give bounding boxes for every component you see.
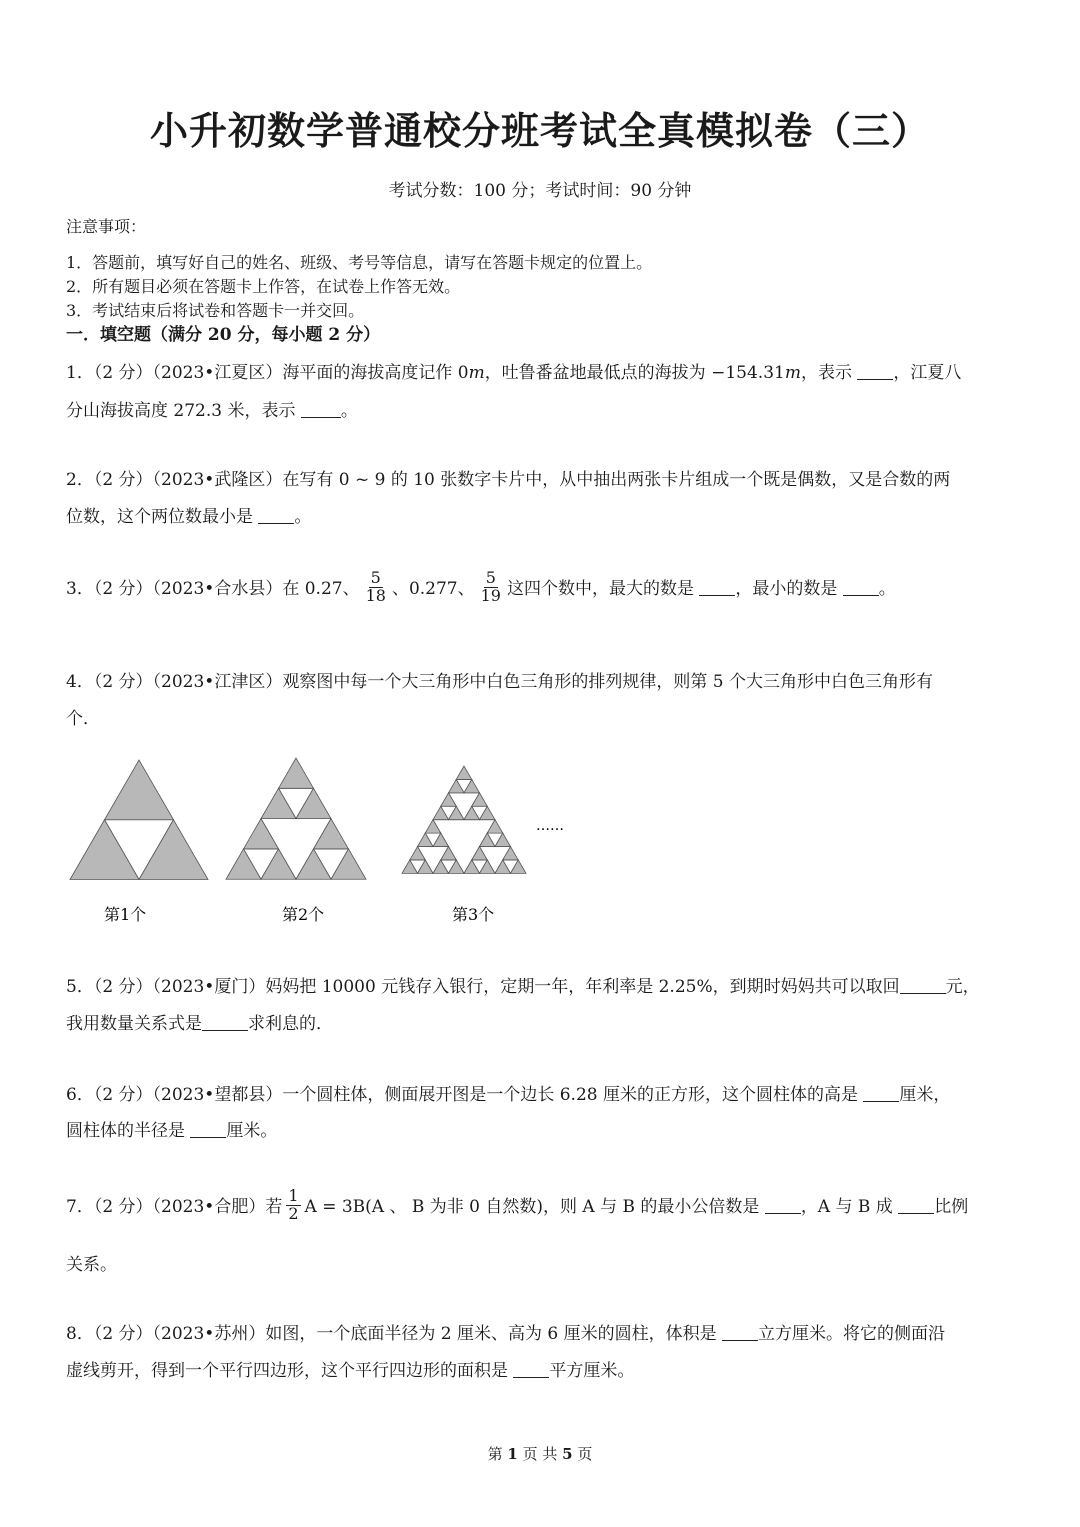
triangle-pattern-figure (66, 740, 586, 930)
gray-triangle (105, 760, 174, 820)
question-2-line-1: 2．（2 分）（2023•武隆区）在写有 0 ~ 9 的 10 张数字卡片中，从中抽出两张卡片组成一个既是偶数，又是合数的两 (66, 470, 951, 490)
notice-heading: 注意事项： (66, 217, 147, 236)
question-4-line-1: 4．（2 分）（2023•江津区）观察图中每一个大三角形中白色三角形的排列规律，则第 5 个大三角形中白色三角形有 (66, 672, 933, 692)
answer-blank[interactable] (898, 1196, 934, 1214)
answer-blank[interactable] (843, 578, 879, 596)
exam-info: 考试分数：100 分；考试时间：90 分钟 (388, 181, 692, 201)
gray-triangle (456, 766, 472, 779)
question-1-line-2: 分山海拔高度 272.3 米，表示 。 (66, 401, 358, 421)
answer-blank[interactable] (202, 1013, 248, 1031)
question-5-line-2: 我用数量关系式是 求利息的． (66, 1014, 333, 1034)
question-1-line-1: 1．（2 分）（2023•江夏区）海平面的海拔高度记作 0m，吐鲁番盆地最低点的海拔为 −154.31m，表示 ，江夏八 (66, 363, 962, 383)
section-heading: 一．填空题（满分 20 分，每小题 2 分） (66, 325, 381, 345)
notice-item-1: 1．答题前，填写好自己的姓名、班级、考号等信息，请写在答题卡规定的位置上。 (66, 253, 653, 272)
question-8-line-2: 虚线剪开，得到一个平行四边形，这个平行四边形的面积是 平方厘米。 (66, 1361, 635, 1381)
question-8-line-1: 8．（2 分）（2023•苏州）如图，一个底面半径为 2 厘米、高为 6 厘米的圆柱，体积是 立方厘米。将它的侧面沿 (66, 1324, 945, 1344)
answer-blank[interactable] (863, 1084, 899, 1102)
answer-blank[interactable] (513, 1360, 549, 1378)
answer-blank[interactable] (699, 578, 735, 596)
answer-blank[interactable] (258, 506, 294, 524)
answer-blank[interactable] (190, 1120, 226, 1138)
fraction-5-19: $\frac{5}{19}$ (480, 568, 501, 605)
question-4-line-2: 个． (66, 709, 100, 729)
fraction-1-2: $\frac{1}{2}$ (288, 1186, 299, 1223)
notice-item-2: 2．所有题目必须在答题卡上作答，在试卷上作答无效。 (66, 277, 461, 296)
notice-item-3: 3．考试结束后将试卷和答题卡一并交回。 (66, 301, 365, 320)
question-7-line-1: 7．（2 分）（2023•合肥）若 $\frac{1}{2}$ A = 3B(A 、 B 为非 0 自然数)，则 A 与 B 的最小公倍数是 ，A 与 B 成 比例 (66, 1186, 969, 1223)
page-title: 小升初数学普通校分班考试全真模拟卷（三） (149, 109, 930, 153)
fraction-5-18: $\frac{5}{18}$ (365, 568, 386, 605)
triangle-figure-1 (70, 760, 208, 880)
question-6-line-2: 圆柱体的半径是 厘米。 (66, 1121, 278, 1141)
gray-triangle (279, 758, 314, 788)
question-5-line-1: 5．（2 分）（2023•厦门）妈妈把 10000 元钱存入银行，定期一年，年利率是 2.25%，到期时妈妈共可以取回 元， (66, 977, 980, 997)
question-6-line-1: 6．（2 分）（2023•望都县）一个圆柱体，侧面展开图是一个边长 6.28 厘米的正方形，这个圆柱体的高是 厘米， (66, 1085, 951, 1105)
answer-blank[interactable] (722, 1323, 758, 1341)
caption-figure-1: 第1个 (104, 905, 147, 924)
caption-figure-3: 第3个 (452, 905, 495, 924)
triangle-figure-3 (402, 766, 526, 873)
question-2-line-2: 位数，这个两位数最小是 。 (66, 507, 312, 527)
answer-blank[interactable] (857, 362, 893, 380)
ellipsis: …… (536, 818, 564, 834)
answer-blank[interactable] (301, 400, 341, 418)
caption-figure-2: 第2个 (282, 905, 325, 924)
answer-blank[interactable] (900, 976, 946, 994)
triangle-figure-2 (226, 758, 366, 879)
page-footer: 第 1 页 共 5 页 (487, 1445, 593, 1463)
answer-blank[interactable] (765, 1196, 801, 1214)
question-3: 3．（2 分）（2023•合水县）在 0.27、 $\frac{5}{18}$ 、0.277、 $\frac{5}{19}$ 这四个数中，最大的数是 ，最小的数是 。 (66, 568, 896, 605)
question-7-line-2: 关系。 (66, 1255, 117, 1275)
